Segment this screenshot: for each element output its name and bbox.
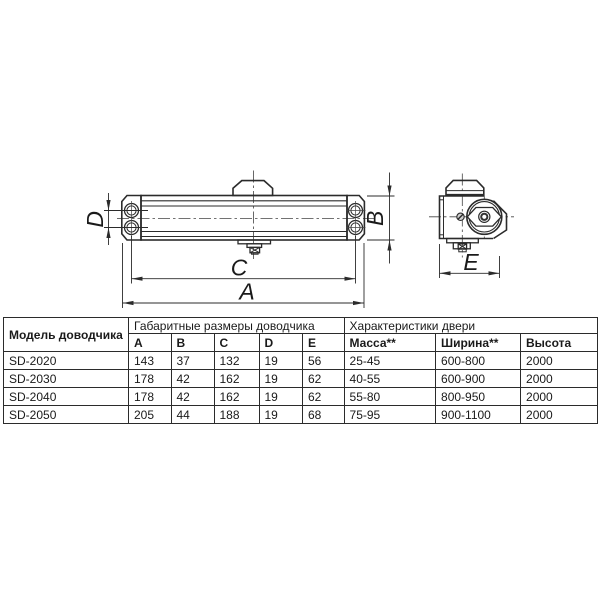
dim-label-c: C [230,254,248,281]
dim-label-d: D [82,210,108,228]
table-cell: 178 [129,370,172,388]
table-cell: 62 [303,388,345,406]
group-header-door: Характеристики двери [344,318,598,334]
front-view-drawing [82,171,395,309]
table-row [4,352,598,370]
group-header-dimensions: Габаритные размеры доводчика [129,318,345,334]
table-cell: 800-950 [436,388,521,406]
mounting-holes [125,204,363,235]
table-cell: 600-800 [436,352,521,370]
table-cell: 600-900 [436,370,521,388]
col-header-d: D [259,334,303,352]
table-cell: 37 [171,352,214,370]
col-header-c: C [214,334,259,352]
table-cell: 62 [303,370,345,388]
table-cell: 25-45 [344,352,436,370]
front-cap [233,181,273,196]
side-cap [446,180,484,194]
spec-table [3,317,598,424]
table-cell: 2000 [521,352,598,370]
table-cell: 143 [129,352,172,370]
table-row [4,406,598,424]
table-cell: 178 [129,388,172,406]
model-cell: SD-2030 [4,370,129,388]
table-cell: 44 [171,406,214,424]
table-cell: 42 [171,388,214,406]
table-cell: 900-1100 [436,406,521,424]
adjustment-screw [457,213,464,220]
model-cell: SD-2040 [4,388,129,406]
table-cell: 68 [303,406,345,424]
col-header-b: B [171,334,214,352]
table-cell: 132 [214,352,259,370]
col-header-width: Ширина** [436,334,521,352]
col-header-height: Высота [521,334,598,352]
closer-body [141,196,347,241]
table-cell: 19 [259,388,303,406]
model-column-header: Модель доводчика [4,318,129,352]
table-cell: 19 [259,352,303,370]
dim-label-a: A [239,278,255,305]
table-cell: 56 [303,352,345,370]
table-cell: 2000 [521,406,598,424]
table-cell: 2000 [521,388,598,406]
table-cell: 55-80 [344,388,436,406]
table-cell: 162 [214,370,259,388]
col-header-a: A [129,334,172,352]
table-row [4,388,598,406]
model-cell: SD-2020 [4,352,129,370]
col-header-e: E [303,334,345,352]
table-cell: 42 [171,370,214,388]
table-cell: 75-95 [344,406,436,424]
table-cell: 19 [259,406,303,424]
table-row [4,370,598,388]
col-header-mass: Масса** [344,334,436,352]
table-cell: 19 [259,370,303,388]
table-cell: 205 [129,406,172,424]
model-cell: SD-2050 [4,406,129,424]
dim-label-e: E [463,248,479,275]
front-bottom-bracket [238,240,271,254]
table-cell: 162 [214,388,259,406]
side-view-drawing [429,174,514,279]
table-cell: 188 [214,406,259,424]
table-cell: 40-55 [344,370,436,388]
table-cell: 2000 [521,370,598,388]
dim-label-b: B [362,210,388,226]
